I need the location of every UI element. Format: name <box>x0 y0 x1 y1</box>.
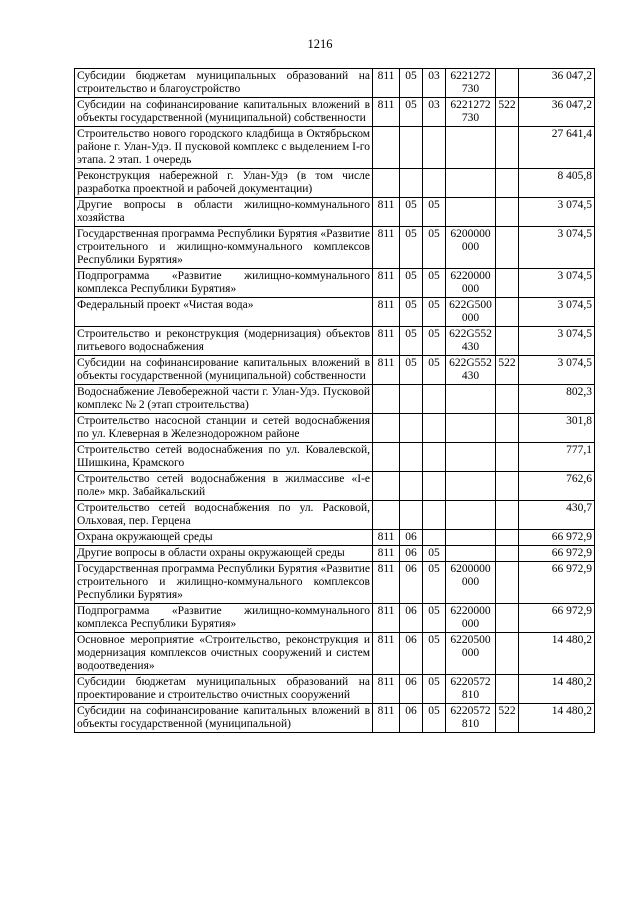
subsection-cell: 05 <box>423 327 446 356</box>
expense-type-cell <box>496 633 519 675</box>
target-article-line1: 6220572 <box>450 676 491 688</box>
target-article-line2: 000 <box>461 283 480 295</box>
section-cell: 06 <box>400 704 423 733</box>
amount-cell: 14 480,2 <box>519 704 595 733</box>
subsection-cell <box>423 443 446 472</box>
target-article-line2: 730 <box>461 83 480 95</box>
subsection-cell: 05 <box>423 633 446 675</box>
target-article-line2: 000 <box>461 618 480 630</box>
expense-name-cell: Другие вопросы в области охраны окружающей среды <box>75 546 373 562</box>
expense-type-cell <box>496 327 519 356</box>
target-article-line1: 6200000 <box>450 228 491 240</box>
section-cell: 06 <box>400 604 423 633</box>
target-article-line2: 000 <box>461 312 480 324</box>
target-article-line1: 6220000 <box>450 270 491 282</box>
expense-name-cell: Подпрограмма «Развитие жилищно-коммунального комплекса Республики Бурятия» <box>75 269 373 298</box>
amount-cell: 66 972,9 <box>519 530 595 546</box>
target-article-cell <box>446 385 496 414</box>
expense-type-cell <box>496 530 519 546</box>
expense-type-cell: 522 <box>496 98 519 127</box>
expense-type-cell <box>496 69 519 98</box>
table-row <box>75 298 595 327</box>
target-article-line1: 622G500 <box>449 299 492 311</box>
ministry-code-cell <box>373 501 400 530</box>
target-article-line2: 810 <box>461 718 480 730</box>
subsection-cell <box>423 169 446 198</box>
ministry-code-cell: 811 <box>373 675 400 704</box>
budget-table-body <box>75 69 595 733</box>
target-article-cell <box>446 562 496 604</box>
expense-type-cell <box>496 546 519 562</box>
ministry-code-cell <box>373 414 400 443</box>
target-article-cell <box>446 98 496 127</box>
expense-name-cell: Строительство сетей водоснабжения в жилмассиве «I-е поле» мкр. Забайкальский <box>75 472 373 501</box>
section-cell: 05 <box>400 327 423 356</box>
expense-name-cell: Строительство сетей водоснабжения по ул. Расковой, Ольховая, пер. Герцена <box>75 501 373 530</box>
target-article-cell <box>446 633 496 675</box>
section-cell: 06 <box>400 562 423 604</box>
ministry-code-cell: 811 <box>373 356 400 385</box>
subsection-cell <box>423 385 446 414</box>
subsection-cell: 05 <box>423 604 446 633</box>
target-article-line2: 810 <box>461 689 480 701</box>
section-cell: 05 <box>400 98 423 127</box>
target-article-cell <box>446 472 496 501</box>
section-cell <box>400 385 423 414</box>
amount-cell: 3 074,5 <box>519 227 595 269</box>
target-article-cell <box>446 327 496 356</box>
expense-type-cell <box>496 443 519 472</box>
target-article-line1: 6200000 <box>450 563 491 575</box>
ministry-code-cell: 811 <box>373 198 400 227</box>
expense-type-cell <box>496 127 519 169</box>
amount-cell: 3 074,5 <box>519 298 595 327</box>
amount-cell: 3 074,5 <box>519 356 595 385</box>
target-article-cell <box>446 127 496 169</box>
target-article-cell <box>446 269 496 298</box>
subsection-cell: 05 <box>423 356 446 385</box>
table-row <box>75 356 595 385</box>
ministry-code-cell: 811 <box>373 604 400 633</box>
amount-cell: 66 972,9 <box>519 604 595 633</box>
expense-name-cell: Субсидии бюджетам муниципальных образований на проектирование и строительство очистных сооружений <box>75 675 373 704</box>
target-article-cell <box>446 298 496 327</box>
table-row <box>75 327 595 356</box>
amount-cell: 802,3 <box>519 385 595 414</box>
amount-cell: 14 480,2 <box>519 675 595 704</box>
target-article-cell <box>446 546 496 562</box>
subsection-cell: 05 <box>423 298 446 327</box>
table-row <box>75 98 595 127</box>
budget-table <box>74 68 595 733</box>
target-article-line1: 6220572 <box>450 705 491 717</box>
section-cell: 06 <box>400 546 423 562</box>
subsection-cell <box>423 414 446 443</box>
table-row <box>75 704 595 733</box>
table-row <box>75 675 595 704</box>
target-article-cell <box>446 675 496 704</box>
target-article-cell <box>446 501 496 530</box>
target-article-line1: 622G552 <box>449 357 492 369</box>
expense-type-cell: 522 <box>496 356 519 385</box>
target-article-cell <box>446 530 496 546</box>
table-row <box>75 127 595 169</box>
target-article-cell <box>446 704 496 733</box>
expense-name-cell: Субсидии на софинансирование капитальных вложений в объекты государственной (муниципальной) собственности <box>75 356 373 385</box>
expense-name-cell: Водоснабжение Левобережной части г. Улан-Удэ. Пусковой комплекс № 2 (этап строительства) <box>75 385 373 414</box>
section-cell: 05 <box>400 298 423 327</box>
amount-cell: 36 047,2 <box>519 98 595 127</box>
expense-name-cell: Охрана окружающей среды <box>75 530 373 546</box>
section-cell <box>400 443 423 472</box>
subsection-cell <box>423 501 446 530</box>
table-row <box>75 443 595 472</box>
section-cell: 05 <box>400 69 423 98</box>
target-article-line2: 730 <box>461 112 480 124</box>
expense-name-cell: Строительство и реконструкция (модернизация) объектов питьевого водоснабжения <box>75 327 373 356</box>
subsection-cell <box>423 127 446 169</box>
subsection-cell: 05 <box>423 269 446 298</box>
ministry-code-cell <box>373 443 400 472</box>
expense-name-cell: Федеральный проект «Чистая вода» <box>75 298 373 327</box>
amount-cell: 430,7 <box>519 501 595 530</box>
ministry-code-cell: 811 <box>373 227 400 269</box>
target-article-line1: 6221272 <box>450 70 491 82</box>
target-article-cell <box>446 356 496 385</box>
expense-type-cell <box>496 472 519 501</box>
table-row <box>75 169 595 198</box>
target-article-line2: 000 <box>461 576 480 588</box>
amount-cell: 3 074,5 <box>519 327 595 356</box>
section-cell <box>400 472 423 501</box>
expense-type-cell <box>496 198 519 227</box>
section-cell <box>400 127 423 169</box>
section-cell <box>400 169 423 198</box>
amount-cell: 8 405,8 <box>519 169 595 198</box>
table-row <box>75 530 595 546</box>
ministry-code-cell: 811 <box>373 546 400 562</box>
subsection-cell: 03 <box>423 98 446 127</box>
expense-type-cell <box>496 675 519 704</box>
ministry-code-cell: 811 <box>373 98 400 127</box>
expense-name-cell: Субсидии бюджетам муниципальных образований на строительство и благоустройство <box>75 69 373 98</box>
table-row <box>75 69 595 98</box>
ministry-code-cell: 811 <box>373 327 400 356</box>
expense-name-cell: Другие вопросы в области жилищно-коммунального хозяйства <box>75 198 373 227</box>
expense-type-cell: 522 <box>496 704 519 733</box>
target-article-cell <box>446 604 496 633</box>
ministry-code-cell <box>373 385 400 414</box>
amount-cell: 14 480,2 <box>519 633 595 675</box>
section-cell: 05 <box>400 269 423 298</box>
table-row <box>75 385 595 414</box>
target-article-cell <box>446 169 496 198</box>
ministry-code-cell: 811 <box>373 633 400 675</box>
subsection-cell: 05 <box>423 198 446 227</box>
section-cell: 06 <box>400 675 423 704</box>
expense-type-cell <box>496 562 519 604</box>
target-article-line2: 430 <box>461 370 480 382</box>
target-article-line2: 000 <box>461 647 480 659</box>
target-article-line1: 6221272 <box>450 99 491 111</box>
section-cell <box>400 414 423 443</box>
amount-cell: 27 641,4 <box>519 127 595 169</box>
expense-name-cell: Строительство сетей водоснабжения по ул. Ковалевской, Шишкина, Крамского <box>75 443 373 472</box>
section-cell: 05 <box>400 227 423 269</box>
table-row <box>75 269 595 298</box>
amount-cell: 3 074,5 <box>519 198 595 227</box>
section-cell: 05 <box>400 356 423 385</box>
expense-type-cell <box>496 604 519 633</box>
table-row <box>75 633 595 675</box>
amount-cell: 36 047,2 <box>519 69 595 98</box>
section-cell <box>400 501 423 530</box>
section-cell: 06 <box>400 530 423 546</box>
target-article-line1: 6220500 <box>450 634 491 646</box>
expense-type-cell <box>496 414 519 443</box>
amount-cell: 301,8 <box>519 414 595 443</box>
amount-cell: 66 972,9 <box>519 562 595 604</box>
target-article-line2: 430 <box>461 341 480 353</box>
amount-cell: 3 074,5 <box>519 269 595 298</box>
expense-name-cell: Строительство нового городского кладбища в Октябрьском районе г. Улан-Удэ. II пусковой комплекс с выделением I-го этапа. 2 этап. 1 очередь <box>75 127 373 169</box>
target-article-line2: 000 <box>461 241 480 253</box>
subsection-cell <box>423 472 446 501</box>
ministry-code-cell <box>373 169 400 198</box>
table-row <box>75 198 595 227</box>
expense-name-cell: Субсидии на софинансирование капитальных вложений в объекты государственной (муниципальной) <box>75 704 373 733</box>
target-article-cell <box>446 69 496 98</box>
table-row <box>75 414 595 443</box>
expense-type-cell <box>496 501 519 530</box>
ministry-code-cell <box>373 472 400 501</box>
table-row <box>75 546 595 562</box>
subsection-cell: 03 <box>423 69 446 98</box>
subsection-cell: 05 <box>423 546 446 562</box>
target-article-line1: 622G552 <box>449 328 492 340</box>
amount-cell: 777,1 <box>519 443 595 472</box>
ministry-code-cell: 811 <box>373 269 400 298</box>
target-article-cell <box>446 443 496 472</box>
amount-cell: 762,6 <box>519 472 595 501</box>
subsection-cell: 05 <box>423 675 446 704</box>
expense-type-cell <box>496 298 519 327</box>
target-article-cell <box>446 414 496 443</box>
expense-name-cell: Основное мероприятие «Строительство, реконструкция и модернизация комплексов очистных сооружений и систем водоотведения» <box>75 633 373 675</box>
expense-name-cell: Субсидии на софинансирование капитальных вложений в объекты государственной (муниципальной) собственности <box>75 98 373 127</box>
subsection-cell: 05 <box>423 227 446 269</box>
ministry-code-cell: 811 <box>373 298 400 327</box>
subsection-cell: 05 <box>423 704 446 733</box>
ministry-code-cell: 811 <box>373 69 400 98</box>
subsection-cell <box>423 530 446 546</box>
ministry-code-cell: 811 <box>373 530 400 546</box>
table-row <box>75 227 595 269</box>
ministry-code-cell <box>373 127 400 169</box>
target-article-line1: 6220000 <box>450 605 491 617</box>
subsection-cell: 05 <box>423 562 446 604</box>
expense-name-cell: Государственная программа Республики Бурятия «Развитие строительного и жилищно-коммунального комплексов Республики Бурятия» <box>75 227 373 269</box>
expense-type-cell <box>496 385 519 414</box>
table-row <box>75 562 595 604</box>
expense-name-cell: Подпрограмма «Развитие жилищно-коммунального комплекса Республики Бурятия» <box>75 604 373 633</box>
expense-name-cell: Реконструкция набережной г. Улан-Удэ (в том числе разработка проектной и рабочей документации) <box>75 169 373 198</box>
expense-type-cell <box>496 169 519 198</box>
page-number: 1216 <box>307 37 333 51</box>
section-cell: 06 <box>400 633 423 675</box>
expense-type-cell <box>496 227 519 269</box>
table-row <box>75 604 595 633</box>
target-article-cell <box>446 198 496 227</box>
expense-name-cell: Государственная программа Республики Бурятия «Развитие строительного и жилищно-коммунального комплексов Республики Бурятия» <box>75 562 373 604</box>
expense-name-cell: Строительство насосной станции и сетей водоснабжения по ул. Клеверная в Железнодорожном районе <box>75 414 373 443</box>
amount-cell: 66 972,9 <box>519 546 595 562</box>
ministry-code-cell: 811 <box>373 704 400 733</box>
table-row <box>75 472 595 501</box>
target-article-cell <box>446 227 496 269</box>
expense-type-cell <box>496 269 519 298</box>
ministry-code-cell: 811 <box>373 562 400 604</box>
section-cell: 05 <box>400 198 423 227</box>
table-row <box>75 501 595 530</box>
